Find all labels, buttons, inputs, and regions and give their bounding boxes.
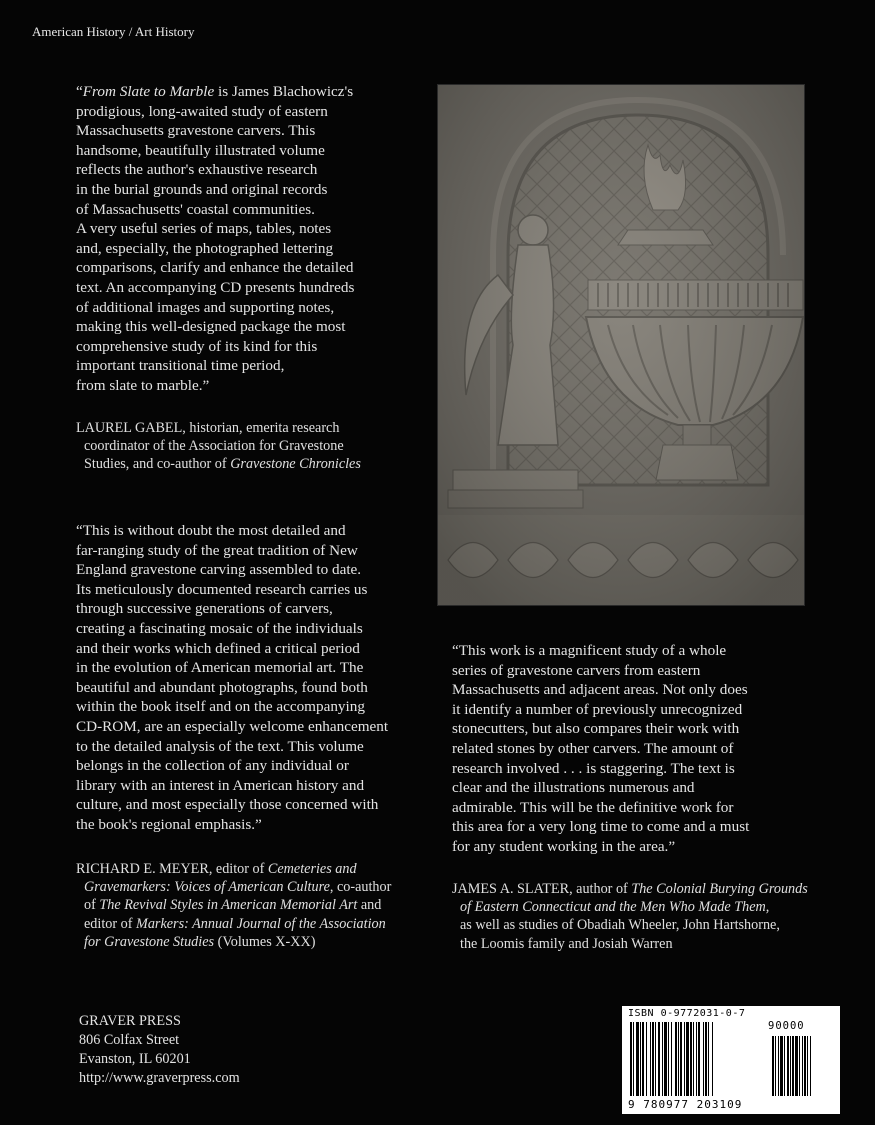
attribution-slater: JAMES A. SLATER, author of The Colonial Burying Grounds of Eastern Connecticut and the Men Who Made Them, as well as studies of Obadiah Wheeler, John Hartshorne, the Loomis family and Josiah Warren: [452, 881, 808, 952]
isbn-barcode: [622, 1006, 840, 1114]
publisher-city: Evanston, IL 60201: [79, 1051, 191, 1067]
isbn-label: ISBN 0-9772031-0-7: [628, 1008, 746, 1019]
publisher-info: [79, 1012, 240, 1088]
barcode-digits: 9 780977 203109: [628, 1098, 743, 1111]
quote-slater: “This work is a magnificent study of a whole series of gravestone carvers from eastern Massachusetts and adjacent areas. Not only does it identify a number of previously unrecognized stonecutters, but also compares their work with related stones by other carvers. The amount of research involved . . . is staggering. The text is clear and the illustrations numerous and admirable. This will be the definitive work for this area for a very long time to come and a must for any student working in the area.”: [452, 642, 750, 855]
publisher-url[interactable]: http://www.graverpress.com: [79, 1070, 240, 1086]
price-code: 90000: [768, 1020, 805, 1032]
attribution-meyer: RICHARD E. MEYER, editor of Cemeteries and Gravemarkers: Voices of American Culture, co-author of The Revival Styles in American Memorial Art and editor of Markers: Annual Journal of the Association for Gravestone Studies (Volumes X-XX): [76, 861, 392, 950]
publisher-name: GRAVER PRESS: [79, 1013, 181, 1029]
quote-gabel: “From Slate to Marble is James Blachowicz's prodigious, long-awaited study of eastern Massachusetts gravestone carvers. This handsome, beautifully illustrated volume reflects the author's exhaustive research in the burial grounds and original records of Massachusetts' coastal communities. A very useful series of maps, tables, notes and, especially, the photographed lettering comparisons, clarify and enhance the detailed text. An accompanying CD presents hundreds of additional images and supporting notes, making this well-designed package the most comprehensive study of its kind for this important transitional time period, from slate to marble.”: [76, 83, 355, 394]
quote-meyer: “This is without doubt the most detailed and far-ranging study of the great tradition of New England gravestone carving assembled to date. Its meticulously documented research carries us through successive generations of carvers, creating a fascinating mosaic of the individuals and their works which defined a critical period in the evolution of American memorial art. The beautiful and abundant photographs, found both within the book itself and on the accompanying CD-ROM, are an especially welcome enhancement to the detailed analysis of the text. This volume belongs in the collection of any individual or library with an interest in American history and culture, and most especially those concerned with the book's regional emphasis.”: [76, 522, 389, 833]
publisher-street: 806 Colfax Street: [79, 1032, 180, 1048]
gravestone-carving-image: [437, 84, 805, 606]
attribution-gabel: LAUREL GABEL, historian, emerita research coordinator of the Association for Gravestone Studies, and co-author of Gravestone Chronicles: [76, 420, 361, 473]
category-label: American History / Art History: [32, 24, 195, 39]
